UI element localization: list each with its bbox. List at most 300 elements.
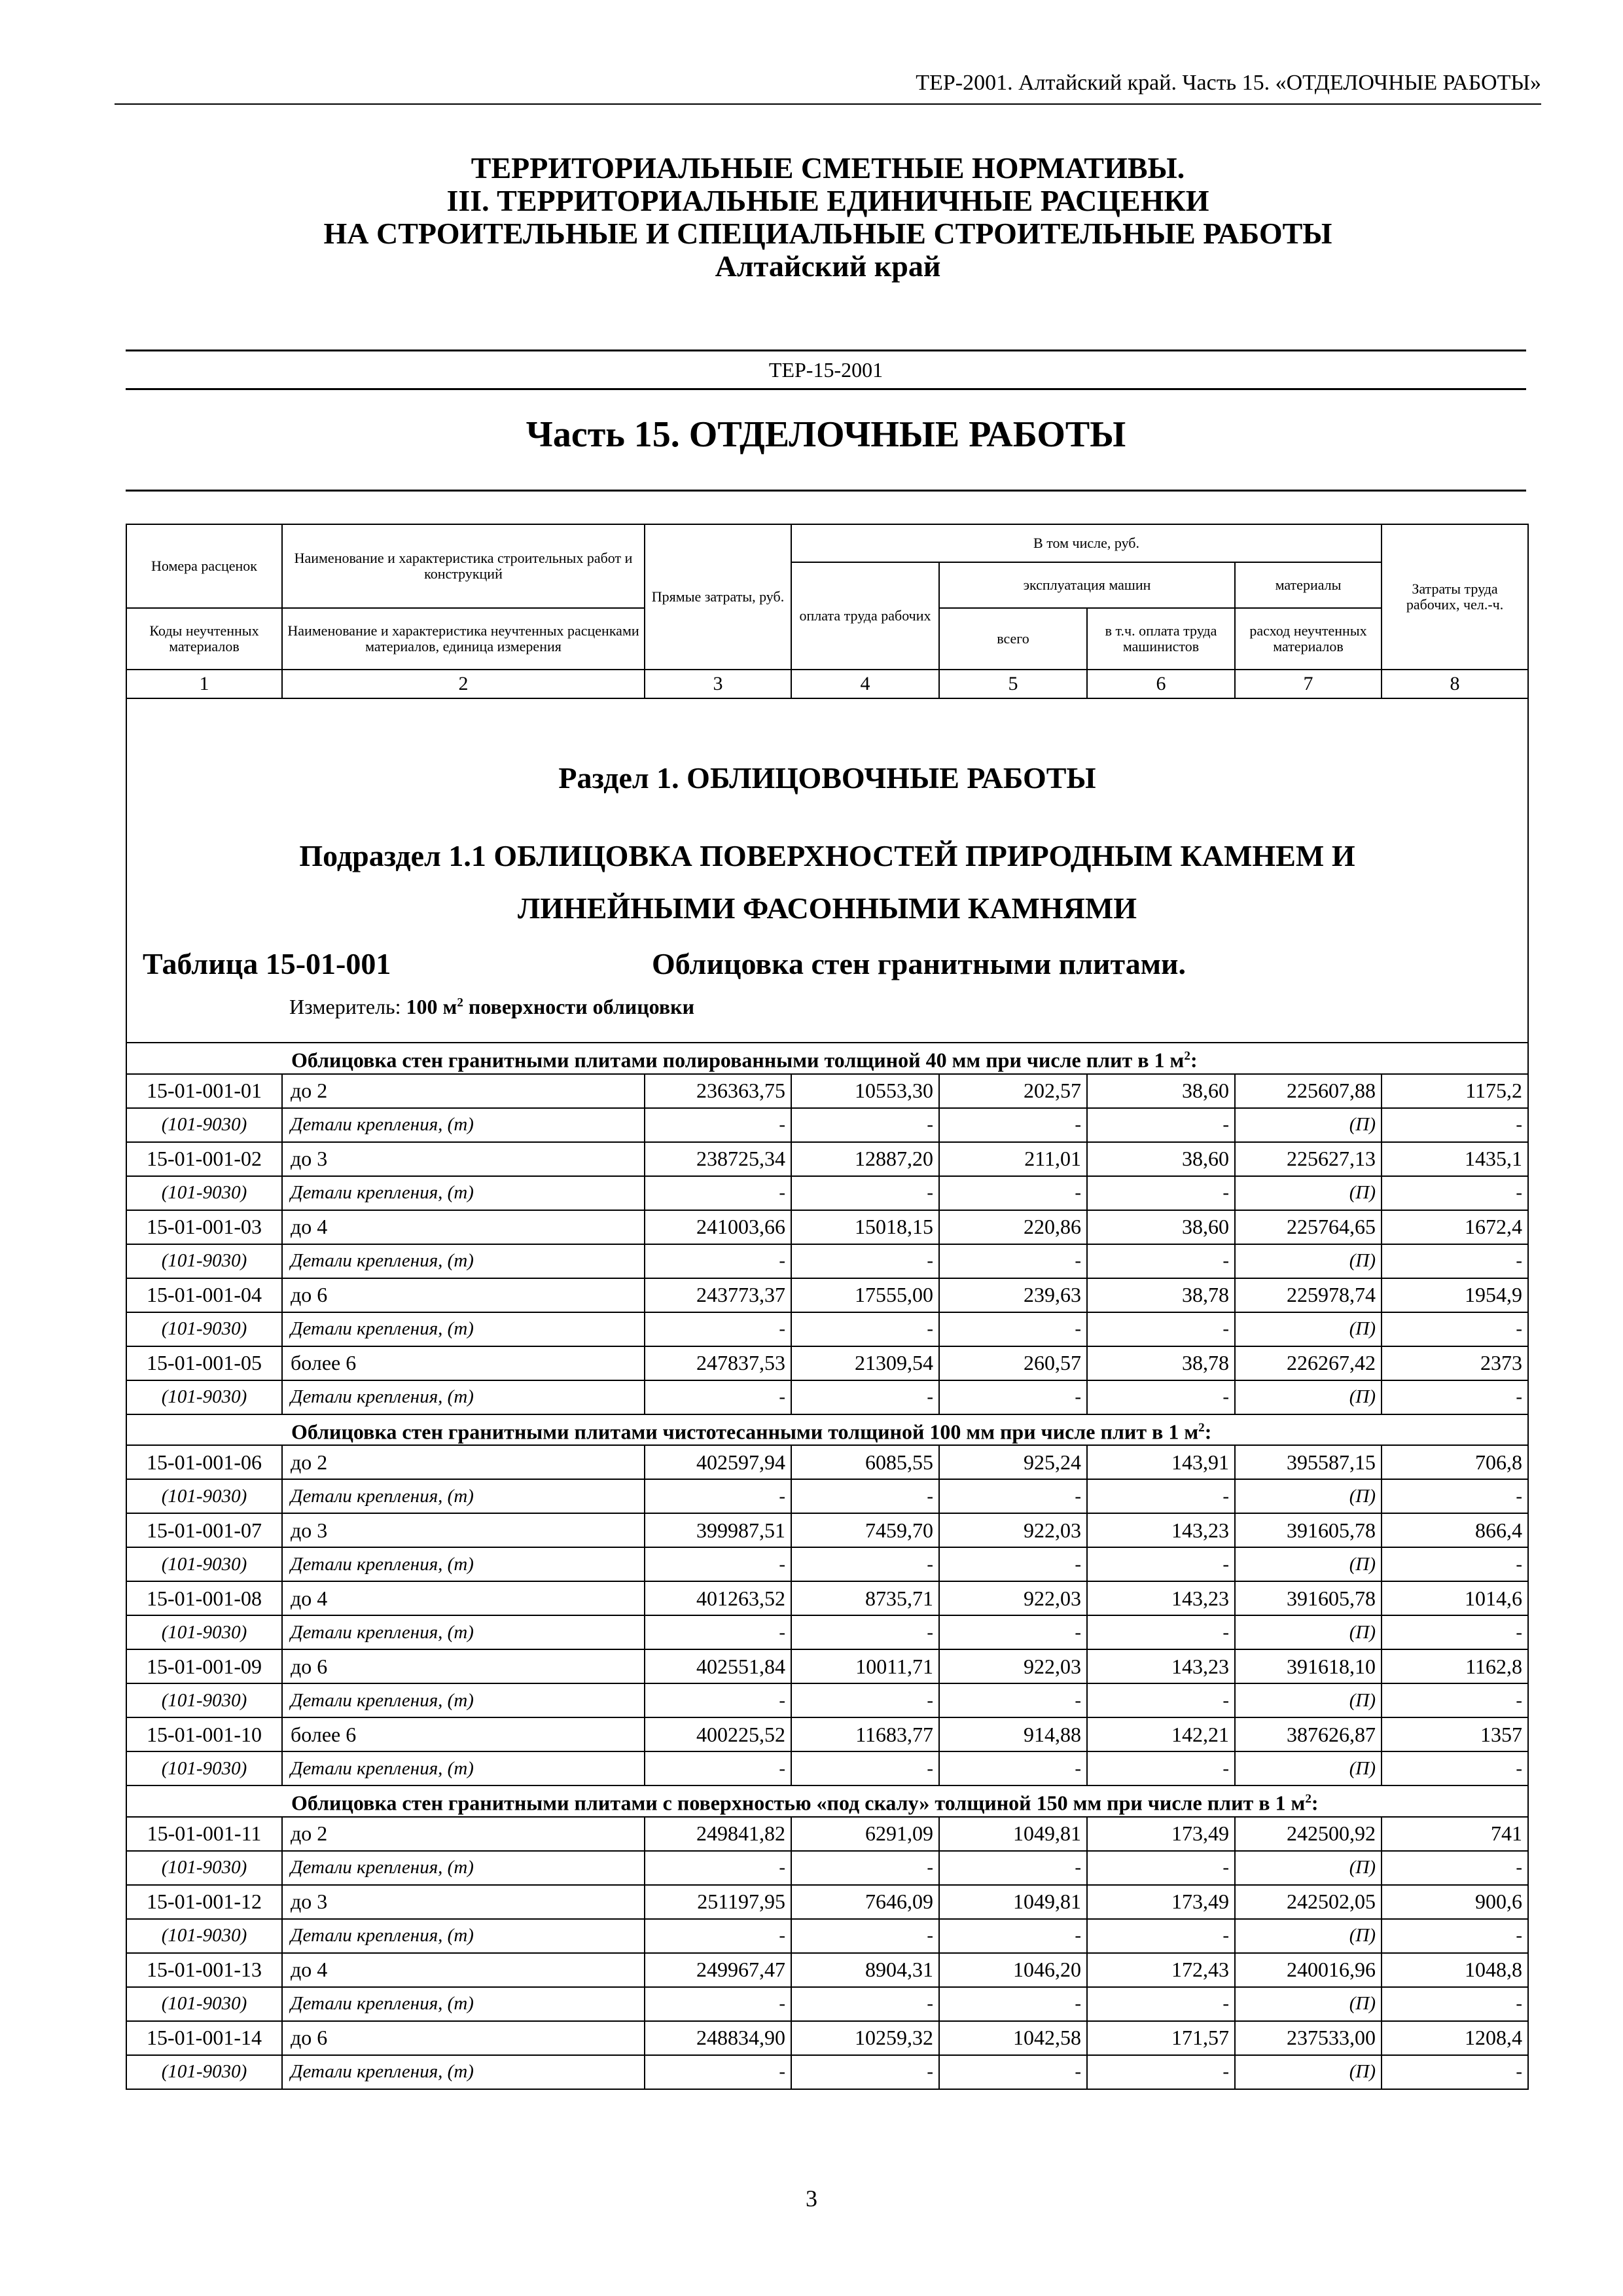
material-costs: 242502,05 [1235, 1885, 1382, 1919]
running-header: ТЕР-2001. Алтайский край. Часть 15. «ОТДЕЛОЧНЫЕ РАБОТЫ» [115, 71, 1541, 105]
material-dash: - [1087, 2055, 1235, 2089]
material-name: Детали крепления, (т) [282, 1615, 645, 1649]
work-name: до 3 [282, 1885, 645, 1919]
material-row [126, 1380, 1528, 1414]
group-title-blank [126, 1414, 282, 1446]
material-dash: - [645, 1547, 791, 1581]
header-col7: расход неучтенных материалов [1235, 608, 1382, 670]
work-name: более 6 [282, 1346, 645, 1380]
material-dash: - [791, 1919, 939, 1953]
material-dash: - [1087, 1919, 1235, 1953]
rate-code: 15-01-001-07 [126, 1513, 282, 1547]
material-dash: - [1382, 1615, 1528, 1649]
column-number: 7 [1235, 670, 1382, 698]
material-dash: - [791, 1176, 939, 1210]
labor-hours: 1162,8 [1382, 1649, 1528, 1683]
header-col4: оплата труда рабочих [791, 562, 939, 670]
material-row [126, 1751, 1528, 1785]
direct-costs: 238725,34 [645, 1142, 791, 1176]
header-col3: Прямые затраты, руб. [645, 524, 791, 670]
group-title-text: Облицовка стен гранитными плитами с поверхностью «под скалу» толщиной 150 мм при числе плит в 1 м [291, 1791, 1306, 1815]
table-row [126, 1581, 1528, 1615]
subsection-title [127, 830, 1527, 935]
material-name: Детали крепления, (т) [282, 1851, 645, 1885]
machinist-pay: 38,78 [1087, 1278, 1235, 1312]
material-mark: (П) [1235, 1683, 1382, 1717]
rate-code: 15-01-001-14 [126, 2021, 282, 2055]
table-row [126, 2021, 1528, 2055]
material-mark: (П) [1235, 1176, 1382, 1210]
group-title-text: Облицовка стен гранитными плитами чистотесанными толщиной 100 мм при числе плит в 1 м [291, 1420, 1199, 1444]
group-title-row [126, 1785, 1528, 1817]
material-name: Детали крепления, (т) [282, 1547, 645, 1581]
material-row [126, 2055, 1528, 2089]
labor-hours: 2373 [1382, 1346, 1528, 1380]
material-dash: - [1382, 1312, 1528, 1346]
material-row [126, 1244, 1528, 1278]
direct-costs: 249967,47 [645, 1953, 791, 1987]
labor-hours: 1014,6 [1382, 1581, 1528, 1615]
machinist-pay: 172,43 [1087, 1953, 1235, 1987]
machine-costs: 1046,20 [939, 1953, 1087, 1987]
material-dash: - [1087, 1312, 1235, 1346]
machine-costs: 239,63 [939, 1278, 1087, 1312]
part-title [126, 410, 1526, 492]
part-title-text: Часть 15. ОТДЕЛОЧНЫЕ РАБОТЫ [526, 414, 1126, 455]
material-mark: (П) [1235, 1919, 1382, 1953]
machinist-pay: 143,23 [1087, 1513, 1235, 1547]
column-number: 4 [791, 670, 939, 698]
material-row [126, 1987, 1528, 2021]
material-dash: - [1087, 1751, 1235, 1785]
machinist-pay: 143,91 [1087, 1445, 1235, 1479]
machinist-pay: 38,60 [1087, 1142, 1235, 1176]
header-col2-top: Наименование и характеристика строительных работ и конструкций [282, 524, 645, 608]
machinist-pay: 171,57 [1087, 2021, 1235, 2055]
header-materials: материалы [1235, 562, 1382, 608]
document-code: ТЕР-15-2001 [126, 350, 1526, 390]
subsection-title-line: Подраздел 1.1 ОБЛИЦОВКА ПОВЕРХНОСТЕЙ ПРИРОДНЫМ КАМНЕМ И [299, 839, 1355, 872]
material-dash: - [791, 2055, 939, 2089]
labor-hours: 1357 [1382, 1717, 1528, 1751]
labor-hours: 1435,1 [1382, 1142, 1528, 1176]
material-code: (101-9030) [126, 1380, 282, 1414]
work-name: до 6 [282, 2021, 645, 2055]
table-row [126, 1885, 1528, 1919]
header-col1-bottom: Коды неучтенных материалов [126, 608, 282, 670]
material-dash: - [1087, 1244, 1235, 1278]
material-name: Детали крепления, (т) [282, 1751, 645, 1785]
material-dash: - [791, 1615, 939, 1649]
material-dash: - [939, 1380, 1087, 1414]
material-mark: (П) [1235, 1615, 1382, 1649]
direct-costs: 251197,95 [645, 1885, 791, 1919]
material-row [126, 1108, 1528, 1142]
machine-costs: 1049,81 [939, 1817, 1087, 1851]
group-title [282, 1785, 1528, 1817]
table-label: Таблица 15-01-001 [143, 947, 391, 980]
material-dash: - [939, 1244, 1087, 1278]
machine-costs: 211,01 [939, 1142, 1087, 1176]
material-name: Детали крепления, (т) [282, 1312, 645, 1346]
machine-costs: 1042,58 [939, 2021, 1087, 2055]
title-line: Алтайский край [715, 249, 941, 283]
material-dash: - [791, 1547, 939, 1581]
material-dash: - [645, 1380, 791, 1414]
title-line: НА СТРОИТЕЛЬНЫЕ И СПЕЦИАЛЬНЫЕ СТРОИТЕЛЬНЫЕ РАБОТЫ [323, 217, 1332, 250]
work-name: до 3 [282, 1142, 645, 1176]
labor-pay: 10011,71 [791, 1649, 939, 1683]
material-dash: - [1382, 1547, 1528, 1581]
material-dash: - [791, 1312, 939, 1346]
material-row [126, 1919, 1528, 1953]
table-row [126, 1445, 1528, 1479]
material-dash: - [645, 2055, 791, 2089]
machine-costs: 922,03 [939, 1513, 1087, 1547]
group-title-sup: 2 [1305, 1792, 1311, 1806]
header-col1-top: Номера расценок [126, 524, 282, 608]
direct-costs: 399987,51 [645, 1513, 791, 1547]
machine-costs: 260,57 [939, 1346, 1087, 1380]
direct-costs: 241003,66 [645, 1210, 791, 1244]
header-col8: Затраты труда рабочих, чел.-ч. [1382, 524, 1528, 670]
labor-hours: 1175,2 [1382, 1074, 1528, 1108]
labor-pay: 6085,55 [791, 1445, 939, 1479]
work-name: до 4 [282, 1210, 645, 1244]
material-dash: - [939, 1751, 1087, 1785]
material-code: (101-9030) [126, 1547, 282, 1581]
rate-code: 15-01-001-13 [126, 1953, 282, 1987]
material-code: (101-9030) [126, 1244, 282, 1278]
subsection-title-line: ЛИНЕЙНЫМИ ФАСОННЫМИ КАМНЯМИ [517, 891, 1137, 925]
material-dash: - [1382, 1479, 1528, 1513]
machine-costs: 202,57 [939, 1074, 1087, 1108]
direct-costs: 247837,53 [645, 1346, 791, 1380]
work-name: до 6 [282, 1649, 645, 1683]
material-dash: - [1382, 1108, 1528, 1142]
title-line: III. ТЕРРИТОРИАЛЬНЫЕ ЕДИНИЧНЫЕ РАСЦЕНКИ [446, 184, 1209, 217]
work-name: до 6 [282, 1278, 645, 1312]
machinist-pay: 38,60 [1087, 1074, 1235, 1108]
labor-pay: 6291,09 [791, 1817, 939, 1851]
group-title-end: : [1204, 1420, 1212, 1444]
material-dash: - [1382, 1851, 1528, 1885]
material-dash: - [939, 1683, 1087, 1717]
table-row [126, 1953, 1528, 1987]
column-number: 6 [1087, 670, 1235, 698]
material-dash: - [1382, 1987, 1528, 2021]
table-row [126, 1513, 1528, 1547]
material-costs: 225607,88 [1235, 1074, 1382, 1108]
material-dash: - [791, 1479, 939, 1513]
group-title-end: : [1311, 1791, 1319, 1815]
table-row [126, 1074, 1528, 1108]
rate-code: 15-01-001-12 [126, 1885, 282, 1919]
group-title-row [126, 1414, 1528, 1446]
material-dash: - [939, 1479, 1087, 1513]
material-name: Детали крепления, (т) [282, 1108, 645, 1142]
group-title-sup: 2 [1184, 1049, 1190, 1063]
material-name: Детали крепления, (т) [282, 1479, 645, 1513]
material-dash: - [645, 1851, 791, 1885]
rate-code: 15-01-001-04 [126, 1278, 282, 1312]
material-dash: - [939, 1547, 1087, 1581]
material-costs: 391605,78 [1235, 1513, 1382, 1547]
material-name: Детали крепления, (т) [282, 1919, 645, 1953]
material-costs: 395587,15 [1235, 1445, 1382, 1479]
rate-code: 15-01-001-08 [126, 1581, 282, 1615]
material-row [126, 1176, 1528, 1210]
direct-costs: 401263,52 [645, 1581, 791, 1615]
material-row [126, 1615, 1528, 1649]
column-number: 8 [1382, 670, 1528, 698]
labor-hours: 1048,8 [1382, 1953, 1528, 1987]
section-title: Раздел 1. ОБЛИЦОВОЧНЫЕ РАБОТЫ [558, 761, 1096, 795]
labor-pay: 8904,31 [791, 1953, 939, 1987]
material-dash: - [645, 1987, 791, 2021]
rate-code: 15-01-001-01 [126, 1074, 282, 1108]
material-dash: - [645, 1919, 791, 1953]
machinist-pay: 143,23 [1087, 1581, 1235, 1615]
material-code: (101-9030) [126, 1751, 282, 1785]
work-name: до 2 [282, 1074, 645, 1108]
measurer-prefix: Измеритель: [289, 995, 406, 1018]
material-costs: 242500,92 [1235, 1817, 1382, 1851]
material-row [126, 1479, 1528, 1513]
labor-hours: 1208,4 [1382, 2021, 1528, 2055]
material-code: (101-9030) [126, 1851, 282, 1885]
column-number: 2 [282, 670, 645, 698]
material-dash: - [645, 1312, 791, 1346]
group-title-text: Облицовка стен гранитными плитами полированными толщиной 40 мм при числе плит в 1 м [291, 1048, 1185, 1072]
material-dash: - [791, 1108, 939, 1142]
machinist-pay: 38,60 [1087, 1210, 1235, 1244]
column-number: 1 [126, 670, 282, 698]
material-dash: - [1087, 1176, 1235, 1210]
material-dash: - [939, 1312, 1087, 1346]
material-dash: - [1382, 1380, 1528, 1414]
group-title-blank [126, 1785, 282, 1817]
machine-costs: 220,86 [939, 1210, 1087, 1244]
material-mark: (П) [1235, 1987, 1382, 2021]
measurer-value: 100 м [406, 995, 457, 1018]
material-code: (101-9030) [126, 1919, 282, 1953]
material-costs: 225627,13 [1235, 1142, 1382, 1176]
material-dash: - [939, 2055, 1087, 2089]
material-dash: - [791, 1987, 939, 2021]
machinist-pay: 38,78 [1087, 1346, 1235, 1380]
labor-pay: 10259,32 [791, 2021, 939, 2055]
direct-costs: 243773,37 [645, 1278, 791, 1312]
material-dash: - [791, 1244, 939, 1278]
material-row [126, 1312, 1528, 1346]
rate-code: 15-01-001-02 [126, 1142, 282, 1176]
machine-costs: 914,88 [939, 1717, 1087, 1751]
material-mark: (П) [1235, 1851, 1382, 1885]
direct-costs: 400225,52 [645, 1717, 791, 1751]
header-including: В том числе, руб. [791, 524, 1382, 562]
material-name: Детали крепления, (т) [282, 1987, 645, 2021]
material-code: (101-9030) [126, 1479, 282, 1513]
direct-costs: 249841,82 [645, 1817, 791, 1851]
header-machines: эксплуатация машин [939, 562, 1235, 608]
material-costs: 225764,65 [1235, 1210, 1382, 1244]
material-dash: - [939, 1176, 1087, 1210]
material-row [126, 1683, 1528, 1717]
group-title [282, 1414, 1528, 1446]
rate-code: 15-01-001-05 [126, 1346, 282, 1380]
material-code: (101-9030) [126, 1615, 282, 1649]
labor-hours: 741 [1382, 1817, 1528, 1851]
material-dash: - [1382, 2055, 1528, 2089]
material-dash: - [1382, 1919, 1528, 1953]
machinist-pay: 173,49 [1087, 1817, 1235, 1851]
material-dash: - [791, 1751, 939, 1785]
material-code: (101-9030) [126, 1108, 282, 1142]
material-mark: (П) [1235, 2055, 1382, 2089]
group-title-sup: 2 [1198, 1420, 1205, 1435]
labor-hours: 1672,4 [1382, 1210, 1528, 1244]
labor-pay: 10553,30 [791, 1074, 939, 1108]
labor-pay: 12887,20 [791, 1142, 939, 1176]
table-title: Облицовка стен гранитными плитами. [652, 947, 1186, 980]
material-row [126, 1851, 1528, 1885]
material-code: (101-9030) [126, 1987, 282, 2021]
labor-hours: 706,8 [1382, 1445, 1528, 1479]
material-dash: - [1087, 1987, 1235, 2021]
material-name: Детали крепления, (т) [282, 2055, 645, 2089]
table-row [126, 1649, 1528, 1683]
material-dash: - [1087, 1683, 1235, 1717]
material-dash: - [1087, 1615, 1235, 1649]
direct-costs: 248834,90 [645, 2021, 791, 2055]
material-code: (101-9030) [126, 2055, 282, 2089]
material-mark: (П) [1235, 1479, 1382, 1513]
material-dash: - [645, 1176, 791, 1210]
page-number: 3 [806, 2185, 817, 2212]
document-title [115, 152, 1541, 283]
machine-costs: 922,03 [939, 1581, 1087, 1615]
labor-pay: 17555,00 [791, 1278, 939, 1312]
labor-pay: 11683,77 [791, 1717, 939, 1751]
material-costs: 226267,42 [1235, 1346, 1382, 1380]
material-dash: - [791, 1683, 939, 1717]
work-name: до 3 [282, 1513, 645, 1547]
machine-costs: 925,24 [939, 1445, 1087, 1479]
material-dash: - [1382, 1683, 1528, 1717]
material-dash: - [1087, 1851, 1235, 1885]
material-dash: - [939, 1919, 1087, 1953]
group-title-blank [126, 1043, 282, 1074]
material-dash: - [939, 1987, 1087, 2021]
material-dash: - [1087, 1380, 1235, 1414]
material-dash: - [791, 1380, 939, 1414]
material-dash: - [645, 1683, 791, 1717]
material-dash: - [1382, 1176, 1528, 1210]
table-row [126, 1210, 1528, 1244]
material-costs: 225978,74 [1235, 1278, 1382, 1312]
labor-hours: 866,4 [1382, 1513, 1528, 1547]
measurer-sup: 2 [457, 996, 463, 1010]
column-number: 3 [645, 670, 791, 698]
section-intro [126, 698, 1528, 1043]
material-dash: - [939, 1615, 1087, 1649]
table-row [126, 1717, 1528, 1751]
material-costs: 237533,00 [1235, 2021, 1382, 2055]
material-mark: (П) [1235, 1244, 1382, 1278]
material-code: (101-9030) [126, 1312, 282, 1346]
header-col6: в т.ч. оплата труда машинистов [1087, 608, 1235, 670]
material-row [126, 1547, 1528, 1581]
labor-pay: 7459,70 [791, 1513, 939, 1547]
material-costs: 391618,10 [1235, 1649, 1382, 1683]
work-name: до 2 [282, 1817, 645, 1851]
material-dash: - [939, 1108, 1087, 1142]
direct-costs: 402551,84 [645, 1649, 791, 1683]
material-name: Детали крепления, (т) [282, 1244, 645, 1278]
material-mark: (П) [1235, 1312, 1382, 1346]
material-mark: (П) [1235, 1751, 1382, 1785]
machinist-pay: 173,49 [1087, 1885, 1235, 1919]
material-costs: 387626,87 [1235, 1717, 1382, 1751]
table-row [126, 1142, 1528, 1176]
table-row [126, 1278, 1528, 1312]
material-mark: (П) [1235, 1380, 1382, 1414]
material-dash: - [1087, 1547, 1235, 1581]
material-dash: - [645, 1108, 791, 1142]
work-name: до 2 [282, 1445, 645, 1479]
work-name: до 4 [282, 1953, 645, 1987]
machinist-pay: 142,21 [1087, 1717, 1235, 1751]
rate-code: 15-01-001-11 [126, 1817, 282, 1851]
labor-pay: 8735,71 [791, 1581, 939, 1615]
material-mark: (П) [1235, 1547, 1382, 1581]
material-dash: - [1382, 1244, 1528, 1278]
header-col2-bottom: Наименование и характеристика неучтенных расценками материалов, единица измерения [282, 608, 645, 670]
machine-costs: 1049,81 [939, 1885, 1087, 1919]
material-dash: - [1087, 1479, 1235, 1513]
header-col5: всего [939, 608, 1087, 670]
direct-costs: 236363,75 [645, 1074, 791, 1108]
material-dash: - [939, 1851, 1087, 1885]
labor-pay: 7646,09 [791, 1885, 939, 1919]
work-name: более 6 [282, 1717, 645, 1751]
material-dash: - [645, 1751, 791, 1785]
work-name: до 4 [282, 1581, 645, 1615]
material-mark: (П) [1235, 1108, 1382, 1142]
labor-hours: 1954,9 [1382, 1278, 1528, 1312]
labor-hours: 900,6 [1382, 1885, 1528, 1919]
material-dash: - [645, 1615, 791, 1649]
title-line: ТЕРРИТОРИАЛЬНЫЕ СМЕТНЫЕ НОРМАТИВЫ. [471, 151, 1185, 185]
material-costs: 391605,78 [1235, 1581, 1382, 1615]
material-costs: 240016,96 [1235, 1953, 1382, 1987]
labor-pay: 15018,15 [791, 1210, 939, 1244]
rate-code: 15-01-001-03 [126, 1210, 282, 1244]
machinist-pay: 143,23 [1087, 1649, 1235, 1683]
material-dash: - [791, 1851, 939, 1885]
material-dash: - [645, 1244, 791, 1278]
material-dash: - [1382, 1751, 1528, 1785]
rate-code: 15-01-001-06 [126, 1445, 282, 1479]
group-title-end: : [1190, 1048, 1198, 1072]
table-row [126, 1817, 1528, 1851]
machine-costs: 922,03 [939, 1649, 1087, 1683]
table-row [126, 1346, 1528, 1380]
material-name: Детали крепления, (т) [282, 1176, 645, 1210]
material-dash: - [1087, 1108, 1235, 1142]
material-dash: - [645, 1479, 791, 1513]
